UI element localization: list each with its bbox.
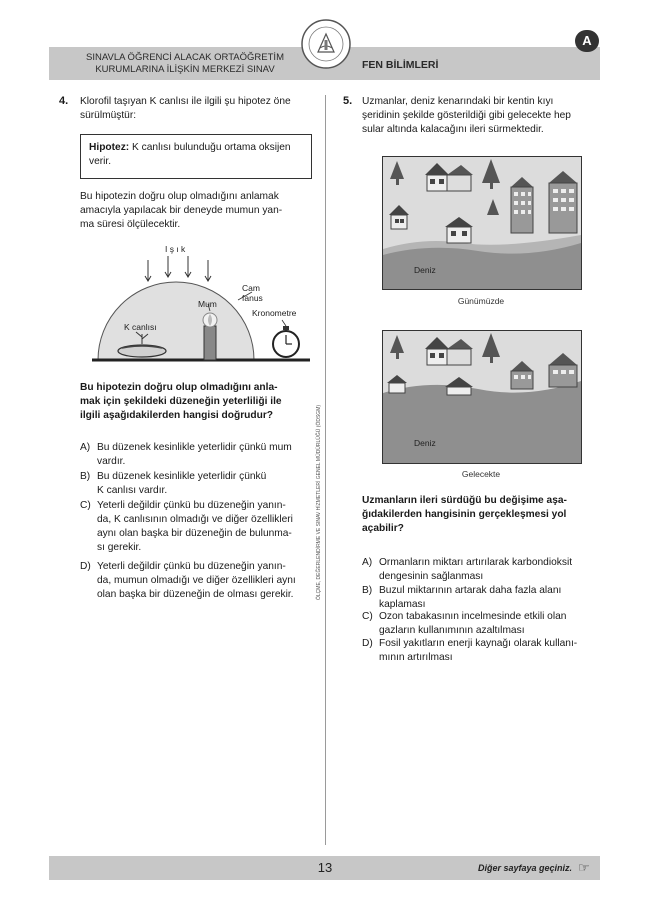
hypothesis-line1: K canlısı bulunduğu ortama oksijen [129, 142, 291, 153]
q5-option-b-line1: Buzul miktarının artarak daha fazla alanı [379, 585, 562, 596]
sea-area [383, 381, 581, 463]
q4-option-d-line2: da, mumun olmadığı ve diğer özellikleri aynı [97, 575, 296, 586]
coast-today-figure [382, 156, 582, 290]
q4-option-b[interactable] [80, 470, 320, 500]
q4-option-d-letter: D) [80, 561, 91, 572]
pointing-hand-icon: ☞ [578, 860, 590, 875]
hypothesis-text [89, 141, 291, 169]
q4-option-c-line1: Yeterli değildir çünkü bu düzeneğin yanın- [97, 500, 286, 511]
q4-option-d[interactable] [80, 560, 320, 604]
q4-paragraph-line2: amacıyla yapılacak bir deneyde mumun yan- [80, 205, 283, 216]
q5-option-a[interactable] [362, 556, 612, 586]
q4-option-d-line1: Yeterli değildir çünkü bu düzeneğin yanın- [97, 561, 286, 572]
q5-option-c[interactable] [362, 610, 612, 640]
subject-title: FEN BİLİMLERİ [362, 59, 439, 71]
q5-option-b-line2: kaplaması [379, 599, 426, 610]
ministry-side-text: ÖLÇME, DEĞERLENDİRME VE SINAV HİZMETLERİ GENEL MÜDÜRLÜĞÜ (ÖDSGM) [316, 404, 322, 600]
q4-intro-line1: Klorofil taşıyan K canlısı ile ilgili şu hipotez öne [80, 96, 291, 107]
q5-intro-line3: sular altında kalacağını ileri sürmektedir. [362, 124, 544, 135]
candle [204, 326, 216, 360]
k-organism-label: K canlısı [124, 322, 157, 332]
q5-option-d-line1: Fosil yakıtların enerji kaynağı olarak kullanı- [379, 638, 578, 649]
glass-jar-label [242, 283, 263, 303]
q5-option-a-line1: Ormanların miktarı artırılarak karbondioksit [379, 557, 573, 568]
caption-today: Günümüzde [457, 296, 505, 306]
q4-option-a[interactable] [80, 441, 320, 471]
hypothesis-line2: verir. [89, 156, 112, 167]
glass-jar-label-line2: fanus [242, 293, 263, 303]
q4-intro-line2: sürülmüştür: [80, 110, 137, 121]
q5-option-b-letter: B) [362, 585, 373, 596]
sea-label-future: Deniz [414, 438, 436, 448]
light-arrows [145, 256, 211, 281]
booklet-type-badge: A [575, 30, 599, 52]
q5-stem-line2: ğıdakilerden hangisinin gerçekleşmesi yol [362, 509, 567, 520]
q4-option-b-letter: B) [80, 471, 91, 482]
caption-future: Gelecekte [461, 469, 501, 479]
chronometer-label: Kronometre [252, 308, 297, 318]
light-label: I ş ı k [165, 244, 186, 254]
q5-option-d-letter: D) [362, 638, 373, 649]
q4-option-a-line1: Bu düzenek kesinlikle yeterlidir çünkü mum [97, 442, 292, 453]
exam-title-line2: KURUMLARINA İLİŞKİN MERKEZİ SINAV [95, 64, 275, 75]
q4-option-a-letter: A) [80, 442, 91, 453]
q4-option-d-line3: olan başka bir düzeneğin de olması gerekir. [97, 589, 294, 600]
q4-paragraph-line3: ma süresi ölçülecektir. [80, 219, 181, 230]
q5-option-c-letter: C) [362, 611, 373, 622]
q5-intro-line2: şeridinin şekilde gösterildiği gibi gelecekte hep [362, 110, 571, 121]
q5-stem-line3: açabilir? [362, 523, 404, 534]
q4-intro [80, 95, 291, 123]
q4-option-c-line3: aynı olan başka bir düzeneğin de bulunma- [97, 528, 292, 539]
q5-option-c-line1: Ozon tabakasının incelmesinde etkili olan [379, 611, 567, 622]
q4-option-c-line2: da, K canlısının olmadığı ve diğer özellikleri [97, 514, 293, 525]
ministry-seal-icon [300, 18, 352, 70]
q4-option-b-line2: K canlısı vardır. [97, 485, 168, 496]
q5-intro-line1: Uzmanlar, deniz kenarındaki bir kentin kıyı [362, 96, 554, 107]
coast-future-figure [382, 330, 582, 464]
sea-label-today: Deniz [414, 265, 436, 275]
q5-option-a-line2: dengesinin sağlanması [379, 571, 484, 582]
q4-option-a-line2: vardır. [97, 456, 126, 467]
q4-option-c[interactable] [80, 499, 320, 557]
q4-stem-line1: Bu hipotezin doğru olup olmadığını anla- [80, 382, 278, 393]
q4-number: 4. [59, 95, 69, 107]
q5-option-c-line2: gazların kullanımının azaltılması [379, 625, 525, 636]
q4-option-c-letter: C) [80, 500, 91, 511]
column-divider [325, 95, 326, 845]
q5-number: 5. [343, 95, 353, 107]
q5-stem-line1: Uzmanların ileri sürdüğü bu değişime aşa- [362, 495, 567, 506]
q4-paragraph-line1: Bu hipotezin doğru olup olmadığını anlamak [80, 191, 279, 202]
q4-paragraph [80, 190, 282, 232]
hypothesis-label: Hipotez: [89, 142, 130, 153]
q5-option-d-line2: mının artırılması [379, 652, 453, 663]
q5-option-a-letter: A) [362, 557, 373, 568]
q5-option-d[interactable] [362, 637, 612, 667]
q4-stem-line3: ilgili aşağıdakilerden hangisi doğrudur? [80, 410, 274, 421]
q4-option-c-line4: sı gerekir. [97, 542, 142, 553]
q4-stem-line2: mak için şekildeki düzeneğin yeterliliği ile [80, 396, 282, 407]
q5-stem [362, 494, 567, 536]
q4-stem [80, 381, 282, 423]
q4-option-b-line1: Bu düzenek kesinlikle yeterlidir çünkü [97, 471, 267, 482]
glass-jar-label-line1: Cam [242, 283, 260, 293]
page-number: 13 [317, 860, 333, 875]
exam-title [70, 52, 300, 76]
q5-intro [362, 95, 571, 137]
candle-label: Mum [198, 299, 217, 309]
exam-title-line1: SINAVLA ÖĞRENCİ ALACAK ORTAÖĞRETİM [86, 52, 284, 63]
next-page-text: Diğer sayfaya geçiniz. [478, 863, 573, 873]
